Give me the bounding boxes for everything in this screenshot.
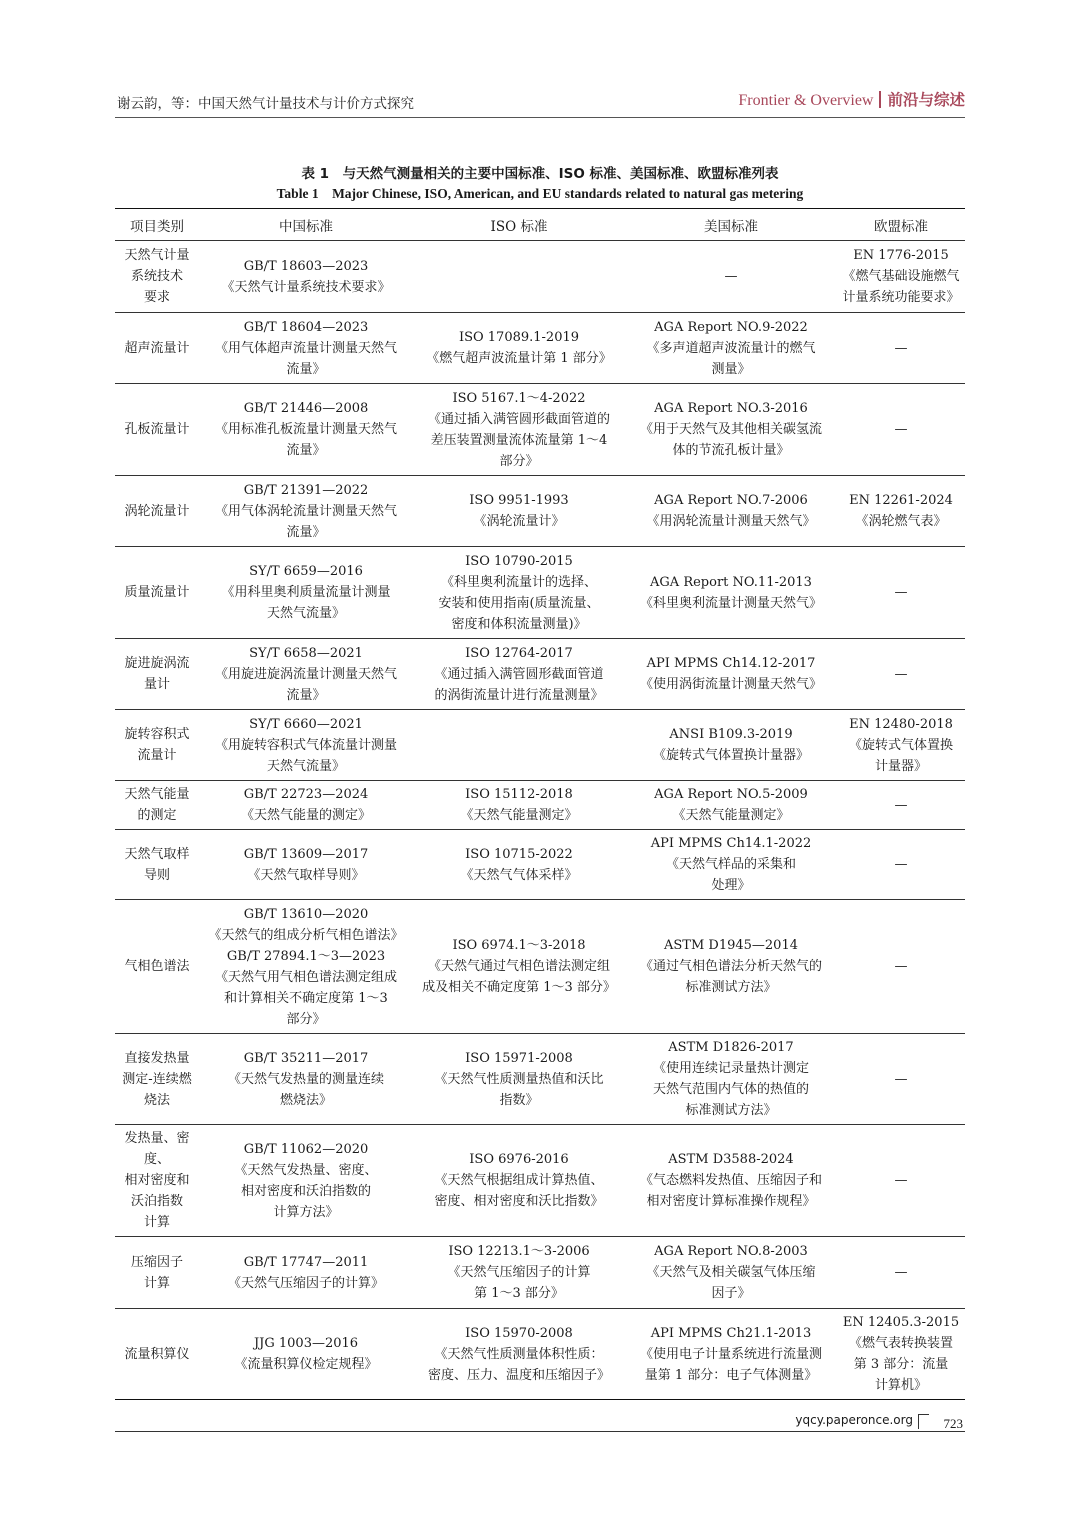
chinese-standard-text: JJG 1003—2016 《流量积算仪检定规程》 (234, 1336, 378, 1372)
iso-standard-text: ISO 17089.1-2019 《燃气超声波流量计第 1 部分》 (426, 330, 612, 366)
cell-us-standard (625, 1125, 837, 1237)
cell-us-standard (625, 1034, 837, 1125)
cell-eu-standard (837, 639, 965, 710)
us-standard-text: ASTM D1945—2014 《通过气相色谱法分析天然气的 标准测试方法》 (639, 938, 822, 995)
table-body (115, 241, 965, 1400)
category-text: 直接发热量 测定-连续燃 烧法 (122, 1050, 192, 1108)
category-text: 天然气能量 的测定 (124, 787, 190, 823)
cell-us-standard (625, 1237, 837, 1309)
cell-category (115, 476, 199, 547)
cell-chinese-standard (199, 781, 413, 830)
table-row (115, 313, 965, 384)
cell-category (115, 1125, 199, 1237)
cell-chinese-standard (199, 639, 413, 710)
table-caption-en: Table 1 Major Chinese, ISO, American, and EU standards related to natural gas metering (276, 186, 804, 201)
cell-eu-standard (837, 476, 965, 547)
cell-category (115, 830, 199, 900)
eu-standard-text: — (894, 959, 908, 974)
cell-category (115, 639, 199, 710)
us-standard-text: AGA Report NO.5-2009 《天然气能量测定》 (654, 787, 808, 823)
iso-standard-text: ISO 15970-2008 《天然气性质测量体积性质： 密度、压力、温度和压缩因子》 (427, 1325, 610, 1383)
table-row (115, 547, 965, 639)
cell-eu-standard (837, 1034, 965, 1125)
cell-category (115, 781, 199, 830)
journal-website: yqcy.paperonce.org (795, 1413, 913, 1427)
cell-eu-standard (837, 1237, 965, 1309)
table-row (115, 710, 965, 781)
category-text: 流量积算仪 (124, 1346, 190, 1362)
cell-iso-standard (413, 241, 625, 313)
cell-chinese-standard (199, 1034, 413, 1125)
cell-us-standard (625, 1309, 837, 1400)
eu-standard-text: — (894, 797, 908, 813)
us-standard-text: AGA Report NO.11-2013 《科里奥利流量计测量天然气》 (639, 574, 822, 611)
category-text: 旋转容积式 流量计 (124, 727, 190, 763)
eu-standard-text: EN 12405.3-2015 《燃气表转换装置 第 3 部分：流量 计算机》 (842, 1315, 960, 1393)
category-text: 超声流量计 (124, 340, 190, 356)
iso-standard-text: ISO 15971-2008 《天然气性质测量热值和沃比 指数》 (434, 1050, 604, 1108)
cell-chinese-standard (199, 710, 413, 781)
cell-iso-standard (413, 1034, 625, 1125)
cell-us-standard (625, 639, 837, 710)
table-row (115, 639, 965, 710)
cell-iso-standard (413, 1237, 625, 1309)
iso-standard-text: ISO 15112-2018 《天然气能量测定》 (460, 787, 578, 823)
chinese-standard-text: GB/T 17747—2011 《天然气压缩因子的计算》 (227, 1254, 384, 1291)
column-header-us-standard: 美国标准 (625, 209, 837, 241)
running-header-authors-title: 谢云韵，等：中国天然气计量技术与计价方式探究 (117, 96, 414, 112)
table-caption-cn: 表 1 与天然气测量相关的主要中国标准、ISO 标准、美国标准、欧盟标准列表 (301, 166, 779, 182)
cell-eu-standard (837, 900, 965, 1034)
eu-standard-text: EN 12480-2018 《旋转式气体置换 计量器》 (848, 716, 953, 774)
section-name-en: Frontier & Overview (738, 92, 874, 109)
us-standard-text: ASTM D1826-2017 《使用连续记录量热计测定 天然气范围内气体的热值的 标准测试方法》 (652, 1040, 809, 1118)
table-row (115, 384, 965, 476)
cell-eu-standard (837, 241, 965, 313)
cell-category (115, 241, 199, 313)
cell-iso-standard (413, 830, 625, 900)
cell-iso-standard (413, 547, 625, 639)
cell-iso-standard (413, 476, 625, 547)
chinese-standard-text: GB/T 35211—2017 《天然气发热量的测量连续 燃烧法》 (227, 1050, 384, 1108)
chinese-standard-text: GB/T 11062—2020 《天然气发热量、密度、 相对密度和沃泊指数的 计算方法》 (234, 1141, 378, 1220)
cell-chinese-standard (199, 384, 413, 476)
page-number: 723 (943, 1416, 963, 1431)
category-text: 旋进旋涡流 量计 (124, 656, 190, 692)
cell-iso-standard (413, 384, 625, 476)
eu-standard-text: EN 1776-2015 《燃气基础设施燃气 计量系统功能要求》 (842, 248, 960, 305)
cell-category (115, 547, 199, 639)
cell-us-standard (625, 547, 837, 639)
cell-category (115, 1309, 199, 1400)
eu-standard-text: — (894, 422, 908, 437)
cell-chinese-standard (199, 1309, 413, 1400)
column-header-chinese-standard: 中国标准 (199, 209, 413, 241)
cell-chinese-standard (199, 313, 413, 384)
cell-eu-standard (837, 547, 965, 639)
column-header-eu-standard: 欧盟标准 (837, 209, 965, 241)
us-standard-text: AGA Report NO.3-2016 《用于天然气及其他相关碳氢流 体的节流孔板计量》 (639, 401, 822, 458)
table-row (115, 1309, 965, 1400)
cell-category (115, 1237, 199, 1309)
section-separator (879, 91, 881, 108)
cell-category (115, 1034, 199, 1125)
standards-table (115, 208, 965, 1400)
chinese-standard-text: GB/T 21391—2022 《用气体涡轮流量计测量天然气 流量》 (214, 482, 397, 540)
eu-standard-text: — (894, 666, 908, 682)
table-row (115, 781, 965, 830)
cell-iso-standard (413, 639, 625, 710)
cell-category (115, 384, 199, 476)
cell-iso-standard (413, 1125, 625, 1237)
eu-standard-text: — (894, 585, 908, 600)
cell-us-standard (625, 781, 837, 830)
chinese-standard-text: SY/T 6659—2016 《用科里奥利质量流量计测量 天然气流量》 (221, 564, 391, 621)
iso-standard-text: ISO 6976-2016 《天然气根据组成计算热值、 密度、相对密度和沃比指数》 (434, 1152, 604, 1209)
category-text: 孔板流量计 (124, 422, 190, 437)
cell-category (115, 710, 199, 781)
cell-us-standard (625, 710, 837, 781)
category-text: 气相色谱法 (124, 959, 190, 974)
category-text: 涡轮流量计 (124, 503, 190, 519)
us-standard-text: API MPMS Ch14.1-2022 《天然气样品的采集和 处理》 (650, 836, 812, 893)
cell-us-standard (625, 830, 837, 900)
running-header (115, 84, 965, 118)
eu-standard-text: — (894, 340, 908, 356)
cell-us-standard (625, 476, 837, 547)
us-standard-text: AGA Report NO.8-2003 《天然气及相关碳氢气体压缩 因子》 (646, 1244, 816, 1301)
chinese-standard-text: GB/T 18603—2023 《天然气计量系统技术要求》 (221, 258, 391, 295)
cell-category (115, 900, 199, 1034)
chinese-standard-text: GB/T 18604—2023 《用气体超声流量计测量天然气 流量》 (214, 319, 397, 377)
us-standard-text: API MPMS Ch14.12-2017 《使用涡街流量计测量天然气》 (639, 656, 822, 692)
category-text: 发热量、密度、 相对密度和 沃泊指数 计算 (124, 1131, 190, 1230)
page-footer (115, 1408, 965, 1434)
iso-standard-text: ISO 5167.1～4-2022 《通过插入满管圆形截面管道的 差压装置测量流体流量第 1～4 部分》 (427, 390, 610, 469)
iso-standard-text: ISO 6974.1～3-2018 《天然气通过气相色谱法测定组 成及相关不确定度第 1～3 部分》 (422, 938, 616, 995)
us-standard-text: AGA Report NO.9-2022 《多声道超声波流量计的燃气 测量》 (646, 319, 816, 377)
us-standard-text: API MPMS Ch21.1-2013 《使用电子计量系统进行流量测 量第 1 部分：电子气体测量》 (639, 1325, 822, 1383)
cell-iso-standard (413, 710, 625, 781)
cell-iso-standard (413, 1309, 625, 1400)
eu-standard-text: — (894, 1173, 908, 1188)
cell-eu-standard (837, 781, 965, 830)
category-text: 天然气计量 系统技术 要求 (124, 248, 190, 305)
cell-us-standard (625, 384, 837, 476)
table-row (115, 830, 965, 900)
table-row (115, 241, 965, 313)
cell-eu-standard (837, 384, 965, 476)
iso-standard-text: ISO 9951-1993 《涡轮流量计》 (469, 493, 569, 529)
iso-standard-text: ISO 10715-2022 《天然气气体采样》 (460, 846, 578, 883)
eu-standard-text: — (894, 857, 908, 872)
table-row (115, 900, 965, 1034)
chinese-standard-text: SY/T 6658—2021 《用旋进旋涡流量计测量天然气 流量》 (214, 645, 397, 703)
cell-eu-standard (837, 1309, 965, 1400)
chinese-standard-text: GB/T 13610—2020 《天然气的组成分析气相色谱法》 GB/T 27894.1～3—2023 《天然气用气相色谱法测定组成 和计算相关不确定度第 1～3 部分》 (208, 906, 404, 1027)
table-row (115, 1125, 965, 1237)
cell-chinese-standard (199, 241, 413, 313)
iso-standard-text: ISO 10790-2015 《科里奥利流量计的选择、 安装和使用指南(质量流量、 密度和体积流量测量)》 (438, 553, 600, 632)
eu-standard-text: EN 12261-2024 《涡轮燃气表》 (849, 493, 953, 529)
chinese-standard-text: SY/T 6660—2021 《用旋转容积式气体流量计测量 天然气流量》 (214, 716, 397, 774)
cell-us-standard (625, 241, 837, 313)
us-standard-text: ASTM D3588-2024 《气态燃料发热值、压缩因子和 相对密度计算标准操作规程》 (639, 1152, 822, 1209)
cell-chinese-standard (199, 830, 413, 900)
cell-chinese-standard (199, 476, 413, 547)
cell-category (115, 313, 199, 384)
category-text: 质量流量计 (124, 585, 190, 600)
column-header-iso-standard: ISO 标准 (413, 209, 625, 241)
chinese-standard-text: GB/T 21446—2008 《用标准孔板流量计测量天然气 流量》 (214, 401, 397, 458)
cell-eu-standard (837, 830, 965, 900)
us-standard-text: — (724, 269, 738, 284)
cell-eu-standard (837, 313, 965, 384)
us-standard-text: ANSI B109.3-2019 《旋转式气体置换计量器》 (652, 727, 809, 763)
iso-standard-text: ISO 12213.1～3-2006 《天然气压缩因子的计算 第 1～3 部分》 (447, 1244, 591, 1301)
category-text: 压缩因子 计算 (130, 1254, 183, 1291)
category-text: 天然气取样 导则 (124, 846, 190, 883)
table-row (115, 1034, 965, 1125)
running-header-section (738, 88, 965, 110)
table-row (115, 476, 965, 547)
cell-us-standard (625, 900, 837, 1034)
cell-chinese-standard (199, 900, 413, 1034)
footer-rule (115, 1431, 965, 1432)
eu-standard-text: — (894, 1265, 908, 1280)
cell-eu-standard (837, 1125, 965, 1237)
table-row (115, 1237, 965, 1309)
cell-iso-standard (413, 313, 625, 384)
section-name-cn: 前沿与综述 (887, 91, 965, 109)
cell-chinese-standard (199, 1125, 413, 1237)
chinese-standard-text: GB/T 22723—2024 《天然气能量的测定》 (240, 787, 371, 823)
column-header-category: 项目类别 (115, 209, 199, 241)
cell-eu-standard (837, 710, 965, 781)
iso-standard-text: ISO 12764-2017 《通过插入满管圆形截面管道 的涡街流量计进行流量测量》 (434, 645, 604, 703)
header-rule (115, 117, 965, 118)
us-standard-text: AGA Report NO.7-2006 《用涡轮流量计测量天然气》 (646, 493, 816, 529)
footer-bracket (918, 1414, 929, 1429)
cell-iso-standard (413, 781, 625, 830)
cell-us-standard (625, 313, 837, 384)
cell-iso-standard (413, 900, 625, 1034)
cell-chinese-standard (199, 1237, 413, 1309)
cell-chinese-standard (199, 547, 413, 639)
eu-standard-text: — (894, 1071, 908, 1087)
table-header-row (115, 209, 965, 241)
chinese-standard-text: GB/T 13609—2017 《天然气取样导则》 (243, 846, 369, 883)
